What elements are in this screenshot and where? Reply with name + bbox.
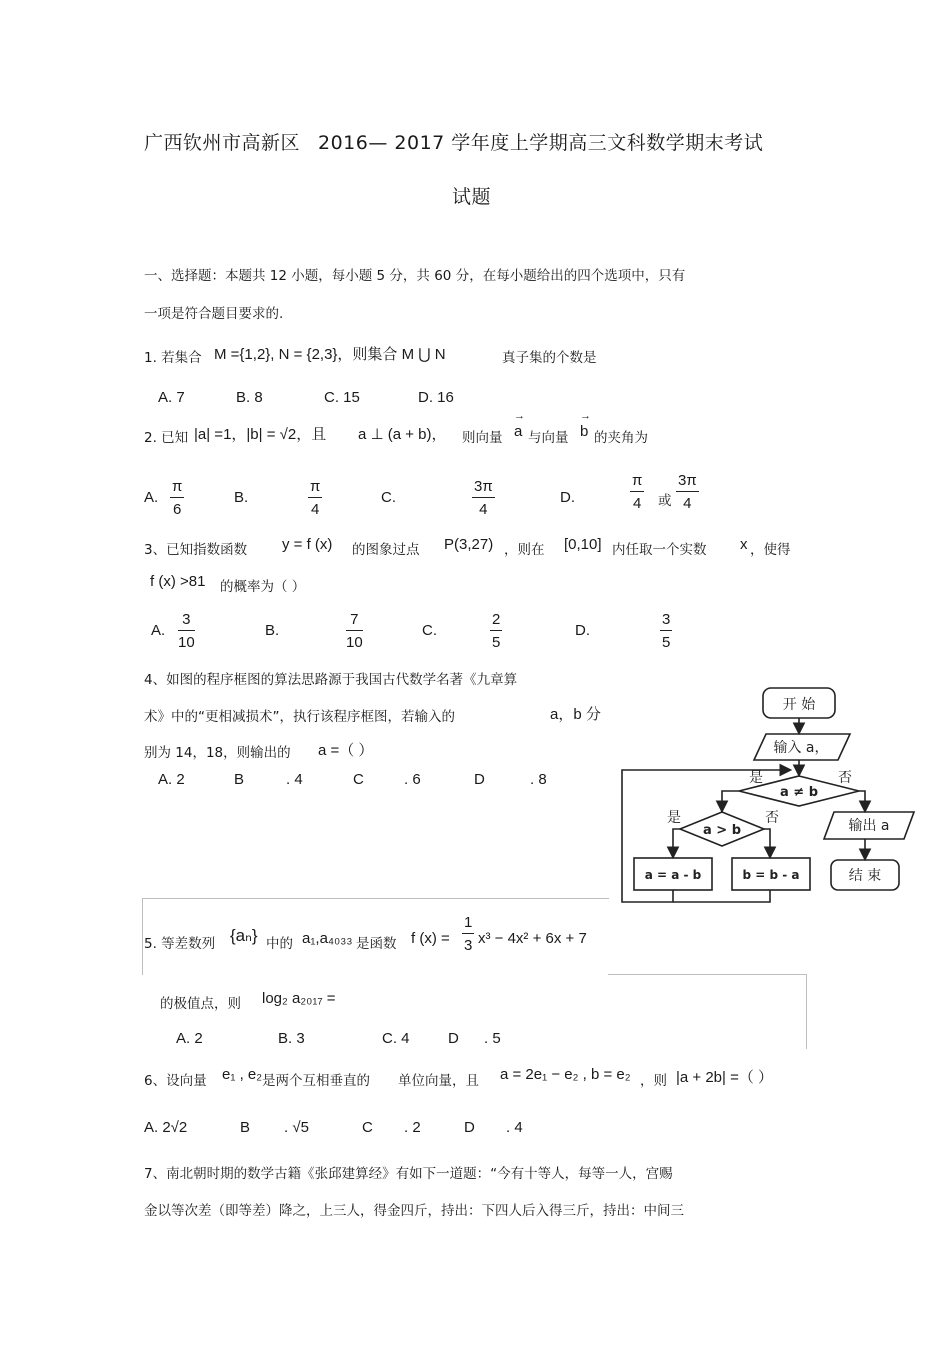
flowchart-cond2-label: a > b — [702, 823, 742, 838]
q6-option-c-value: . 2 — [404, 1119, 421, 1136]
q3-function: y = f (x) — [282, 536, 333, 553]
q1-option-c: C. 15 — [324, 389, 360, 406]
q1-suffix: 真子集的个数是 — [502, 350, 597, 366]
q4-line2-variables: a，b 分 — [550, 706, 601, 723]
q4-line2: 术》中的“更相减损术”，执行该程序框图，若输入的 — [144, 709, 455, 725]
q6-option-a: A. 2√2 — [144, 1119, 188, 1136]
flowchart-assign1-label: a = a - b — [644, 868, 702, 882]
q2-suffix: 的夹角为 — [594, 430, 648, 446]
q7-line1: 7、南北朝时期的数学古籍《张邱建算经》有如下一道题：“今有十等人，每等一人，宫赐 — [144, 1166, 673, 1182]
q6-question-expression: |a + 2b| =（ ） — [676, 1069, 774, 1086]
q3-point: P(3,27) — [444, 536, 494, 553]
q5-sequence: {aₙ} — [230, 926, 258, 945]
q5-function-rest: x³ − 4x² + 6x + 7 — [478, 930, 587, 947]
q6-mid: 是两个互相垂直的 — [262, 1073, 370, 1089]
q5-log-expression: log₂ a₂₀₁₇ = — [262, 990, 336, 1007]
q3-prefix: 3、已知指数函数 — [144, 542, 248, 558]
title-line1-part2: 2016— 2017 学年度上学期高三文科数学期末考试 — [318, 132, 764, 154]
q2-option-d-label: D. — [560, 489, 575, 506]
q5-option-a: A. 2 — [176, 1030, 203, 1047]
q2-option-d-fraction-2: $\frac{3\pi}{4}$ — [678, 472, 697, 512]
q5-fraction: $\frac{1}{3}$ — [464, 914, 473, 954]
q3-option-a-label: A. — [151, 622, 166, 639]
q3-mid2: ，则在 — [504, 542, 545, 558]
q3-option-c-label: C. — [422, 622, 437, 639]
q5-mid: 中的 — [266, 936, 293, 952]
algorithm-flowchart — [618, 684, 918, 912]
q2-vector-b: → b — [580, 423, 588, 440]
q6-mid3: ，则 — [640, 1073, 667, 1089]
flowchart-yes-1: 是 — [749, 770, 763, 786]
q2-option-d-fraction-1: $\frac{\pi}{4}$ — [632, 472, 643, 512]
q3-mid3: 内任取一个实数 — [612, 542, 707, 558]
q2-option-a-label: A. — [144, 489, 159, 506]
q3-mid1: 的图象过点 — [352, 542, 420, 558]
q5-line2: 的极值点，则 — [160, 996, 241, 1012]
q4-option-c-value: . 6 — [404, 771, 421, 788]
q3-option-d-label: D. — [575, 622, 590, 639]
q6-option-d-value: . 4 — [506, 1119, 523, 1136]
flowchart-no-2: 否 — [765, 810, 779, 826]
q4-line1: 4、如图的程序框图的算法思路源于我国古代数学名著《九章算 — [144, 672, 518, 688]
section-intro-line2: 一项是符合题目要求的. — [144, 306, 284, 322]
q5-prefix: 5. 等差数列 — [144, 936, 216, 952]
q5-mid2: 是函数 — [356, 936, 397, 952]
q5-option-d-value: . 5 — [484, 1030, 501, 1047]
q1-option-d: D. 16 — [418, 389, 454, 406]
q3-interval: [0,10] — [564, 536, 602, 553]
q2-expression-2: a ⊥ (a + b)， — [358, 426, 447, 443]
flowchart-start-label: 开 始 — [782, 697, 816, 713]
q5-option-c: C. 4 — [382, 1030, 410, 1047]
q2-option-a-fraction: $\frac{\pi}{6}$ — [172, 478, 183, 518]
q4-option-c-letter: C — [353, 771, 364, 788]
q4-option-d-letter: D — [474, 771, 485, 788]
q2-or: 或 — [658, 493, 672, 509]
q3-option-a-fraction: $\frac{3}{10}$ — [178, 611, 195, 651]
q1-option-a: A. 7 — [158, 389, 185, 406]
q4-option-b-letter: B — [234, 771, 245, 788]
q3-option-b-fraction: $\frac{7}{10}$ — [346, 611, 363, 651]
q4-option-a: A. 2 — [158, 771, 185, 788]
q5-option-d-letter: D — [448, 1030, 459, 1047]
q7-line2: 金以等次差（即等差）降之，上三人，得金四斤，持出：下四人后入得三斤，持出：中间三 — [144, 1203, 684, 1219]
q5-option-b: B. 3 — [278, 1030, 305, 1047]
q5-terms: a₁,a₄₀₃₃ — [302, 930, 353, 947]
flowchart-yes-2: 是 — [667, 810, 681, 826]
q5-function: f (x) = — [411, 930, 450, 947]
q2-option-c-label: C. — [381, 489, 396, 506]
flowchart-end-label: 结 束 — [848, 868, 882, 884]
q2-option-b-fraction: $\frac{\pi}{4}$ — [310, 478, 321, 518]
flowchart-assign2-label: b = b - a — [742, 868, 800, 882]
flowchart-output-label: 输出 a — [848, 818, 890, 834]
q3-variable-x: x — [740, 536, 748, 553]
q6-prefix: 6、设向量 — [144, 1073, 207, 1089]
q3-suffix: ，使得 — [750, 542, 791, 558]
q5-frame-right — [608, 974, 807, 1049]
q2-vector-a: → a — [514, 423, 522, 440]
flowchart-cond1-label: a ≠ b — [779, 785, 819, 800]
q6-mid2: 单位向量，且 — [398, 1073, 479, 1089]
q1-prefix: 1. 若集合 — [144, 350, 202, 366]
q4-option-b-value: . 4 — [286, 771, 303, 788]
q6-option-b-letter: B — [240, 1119, 251, 1136]
q3-condition: f (x) >81 — [150, 573, 206, 590]
flowchart-input-label: 输入 a， — [773, 740, 829, 756]
q6-option-b-value: . √5 — [284, 1119, 309, 1136]
q2-option-c-fraction: $\frac{3\pi}{4}$ — [474, 478, 493, 518]
q2-mid: 则向量 — [462, 430, 503, 446]
q3-question: 的概率为（ ） — [220, 579, 306, 595]
q6-option-d-letter: D — [464, 1119, 475, 1136]
q3-option-d-fraction: $\frac{3}{5}$ — [662, 611, 671, 651]
q2-mid2: 与向量 — [528, 430, 569, 446]
q2-prefix: 2. 已知 — [144, 430, 189, 446]
section-intro-line1: 一、选择题：本题共 12 小题，每小题 5 分，共 60 分，在每小题给出的四个选项中，只有 — [144, 268, 686, 284]
q2-expression-1: |a| =1，|b| = √2，且 — [194, 426, 327, 443]
q3-option-c-fraction: $\frac{2}{5}$ — [492, 611, 501, 651]
q6-option-c-letter: C — [362, 1119, 373, 1136]
title-line1-part1: 广西钦州市高新区 — [144, 132, 301, 154]
q4-option-d-value: . 8 — [530, 771, 547, 788]
q1-option-b: B. 8 — [236, 389, 263, 406]
q6-unit-vectors: e₁ , e₂ — [222, 1066, 263, 1083]
q6-vector-definitions: a = 2e₁ − e₂ , b = e₂ — [500, 1066, 631, 1083]
flowchart-no-1: 否 — [838, 770, 852, 786]
q1-expression: M ={1,2}, N = {2,3}，则集合 M ⋃ N — [214, 346, 446, 363]
q2-option-b-label: B. — [234, 489, 249, 506]
q3-option-b-label: B. — [265, 622, 280, 639]
title-line2: 试题 — [452, 186, 492, 208]
q4-line3: 别为 14，18，则输出的 — [144, 745, 291, 761]
q4-line3-answer: a =（ ） — [318, 742, 374, 759]
